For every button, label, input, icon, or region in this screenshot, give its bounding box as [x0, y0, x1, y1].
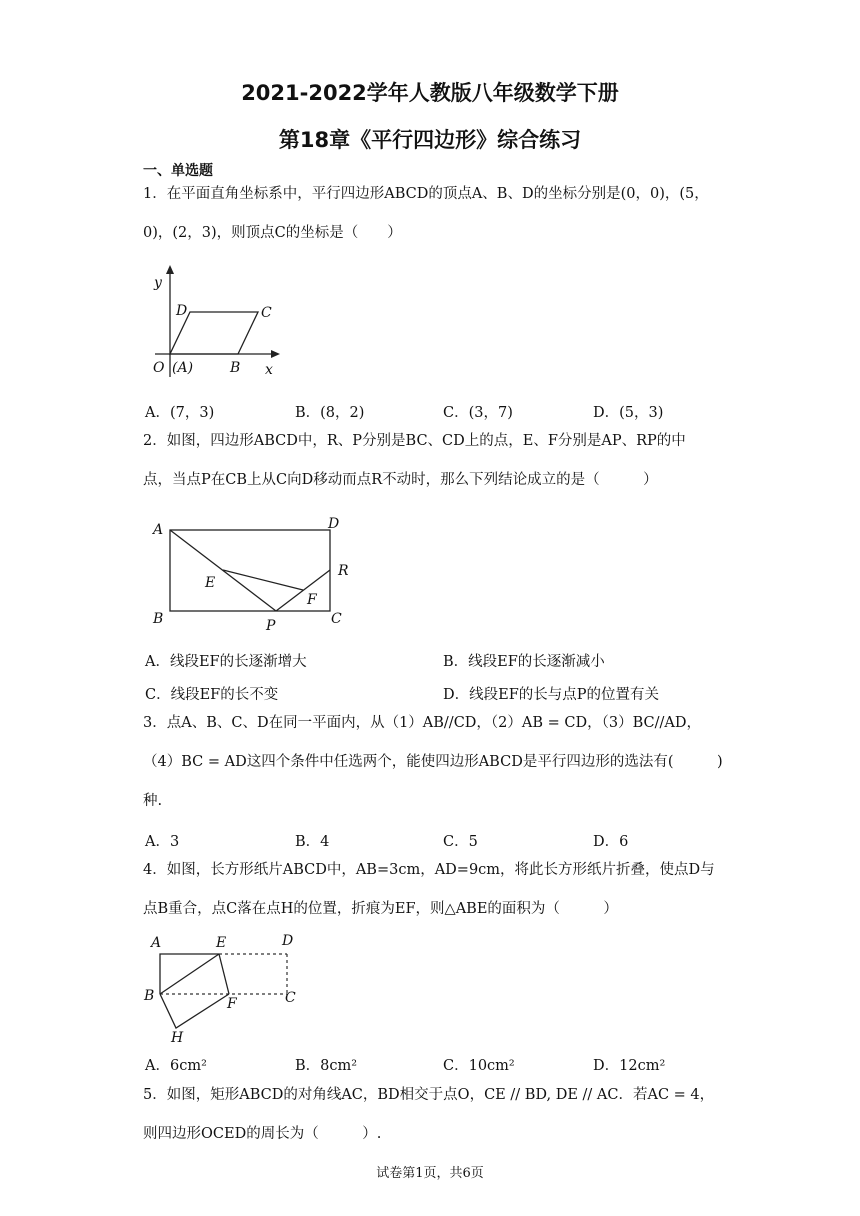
question-5-line-2: 则四边形OCED的周长为（ ）. [143, 1126, 382, 1142]
label-y: y [154, 275, 162, 291]
figure-q2-rectangle [145, 512, 360, 632]
figure-q1-coordinate-parallelogram [145, 262, 285, 382]
question-5-line-1: 5．如图，矩形ABCD的对角线AC，BD相交于点O，CE // BD, DE // AC．若AC = 4， [143, 1087, 715, 1103]
label-d: D [176, 303, 188, 319]
label-a: (A) [172, 360, 194, 376]
q4-option-a: A．6cm² [145, 1058, 207, 1074]
question-2-line-1: 2．如图，四边形ABCD中，R、P分别是BC、CD上的点，E、F分别是AP、RP的中 [143, 433, 686, 449]
label-p: P [266, 618, 276, 634]
fold-ef [219, 954, 229, 994]
label-b: B [230, 360, 241, 376]
label-h: H [171, 1030, 184, 1046]
label-c: C [261, 305, 272, 321]
q2-option-c: C．线段EF的长不变 [145, 687, 279, 703]
label-c: C [285, 990, 296, 1006]
q1-option-d: D．(5，3) [593, 405, 664, 421]
q2-option-b: B．线段EF的长逐渐减小 [443, 654, 605, 670]
label-d: D [282, 933, 294, 949]
segment-pr [276, 570, 330, 611]
question-3-line-2: （4）BC = AD这四个条件中任选两个，能使四边形ABCD是平行四边形的选法有( ) [143, 754, 723, 770]
question-1-line-2: 0)，(2，3)，则顶点C的坐标是（ ） [143, 225, 402, 241]
q1-option-a: A．(7，3) [145, 405, 215, 421]
segment-be [160, 954, 219, 994]
segment-bhf [160, 994, 229, 1028]
label-c: C [331, 611, 342, 627]
q3-option-a: A．3 [145, 834, 180, 850]
question-4-line-2: 点B重合，点C落在点H的位置，折痕为EF，则△ABE的面积为（ ） [143, 901, 618, 917]
q4-option-d: D．12cm² [593, 1058, 666, 1074]
q1-option-c: C．(3，7) [443, 405, 513, 421]
x-axis-arrow [271, 350, 280, 358]
label-a: A [153, 522, 164, 538]
label-x: x [265, 362, 273, 378]
figure-q4-folded-rectangle [143, 930, 303, 1045]
page-footer: 试卷第1页，共6页 [376, 1166, 484, 1181]
question-3-line-1: 3．点A、B、C、D在同一平面内，从（1）AB//CD，（2）AB = CD，（3）BC//AD， [143, 715, 701, 731]
q4-option-c: C．10cm² [443, 1058, 515, 1074]
q3-option-d: D．6 [593, 834, 629, 850]
label-b: B [144, 988, 155, 1004]
question-4-line-1: 4．如图，长方形纸片ABCD中，AB=3cm，AD=9cm，将此长方形纸片折叠，使点D与 [143, 862, 715, 878]
section-title: 一、单选题 [143, 163, 213, 179]
question-3-line-3: 种. [143, 793, 163, 809]
page-title: 2021-2022学年人教版八年级数学下册 [241, 81, 619, 105]
q3-option-c: C．5 [443, 834, 478, 850]
q2-option-d: D．线段EF的长与点P的位置有关 [443, 687, 660, 703]
label-r: R [338, 563, 349, 579]
question-2-line-2: 点，当点P在CB上从C向D移动而点R不动时，那么下列结论成立的是（ ） [143, 472, 658, 488]
page-subtitle: 第18章《平行四边形》综合练习 [278, 128, 582, 152]
label-d: D [328, 516, 340, 532]
label-f: F [227, 996, 237, 1012]
q4-option-b: B．8cm² [295, 1058, 358, 1074]
y-axis-arrow [166, 265, 174, 274]
q2-option-a: A．线段EF的长逐渐增大 [145, 654, 307, 670]
label-b: B [153, 611, 164, 627]
q1-option-b: B．(8，2) [295, 405, 365, 421]
label-e: E [205, 575, 216, 591]
question-1-line-1: 1．在平面直角坐标系中，平行四边形ABCD的顶点A、B、D的坐标分别是(0，0)，(5， [143, 186, 709, 202]
label-e: E [216, 935, 227, 951]
q3-option-b: B．4 [295, 834, 330, 850]
rectangle-abcd [170, 530, 330, 611]
label-a: A [151, 935, 162, 951]
label-o: O [153, 360, 165, 376]
label-f: F [307, 592, 317, 608]
